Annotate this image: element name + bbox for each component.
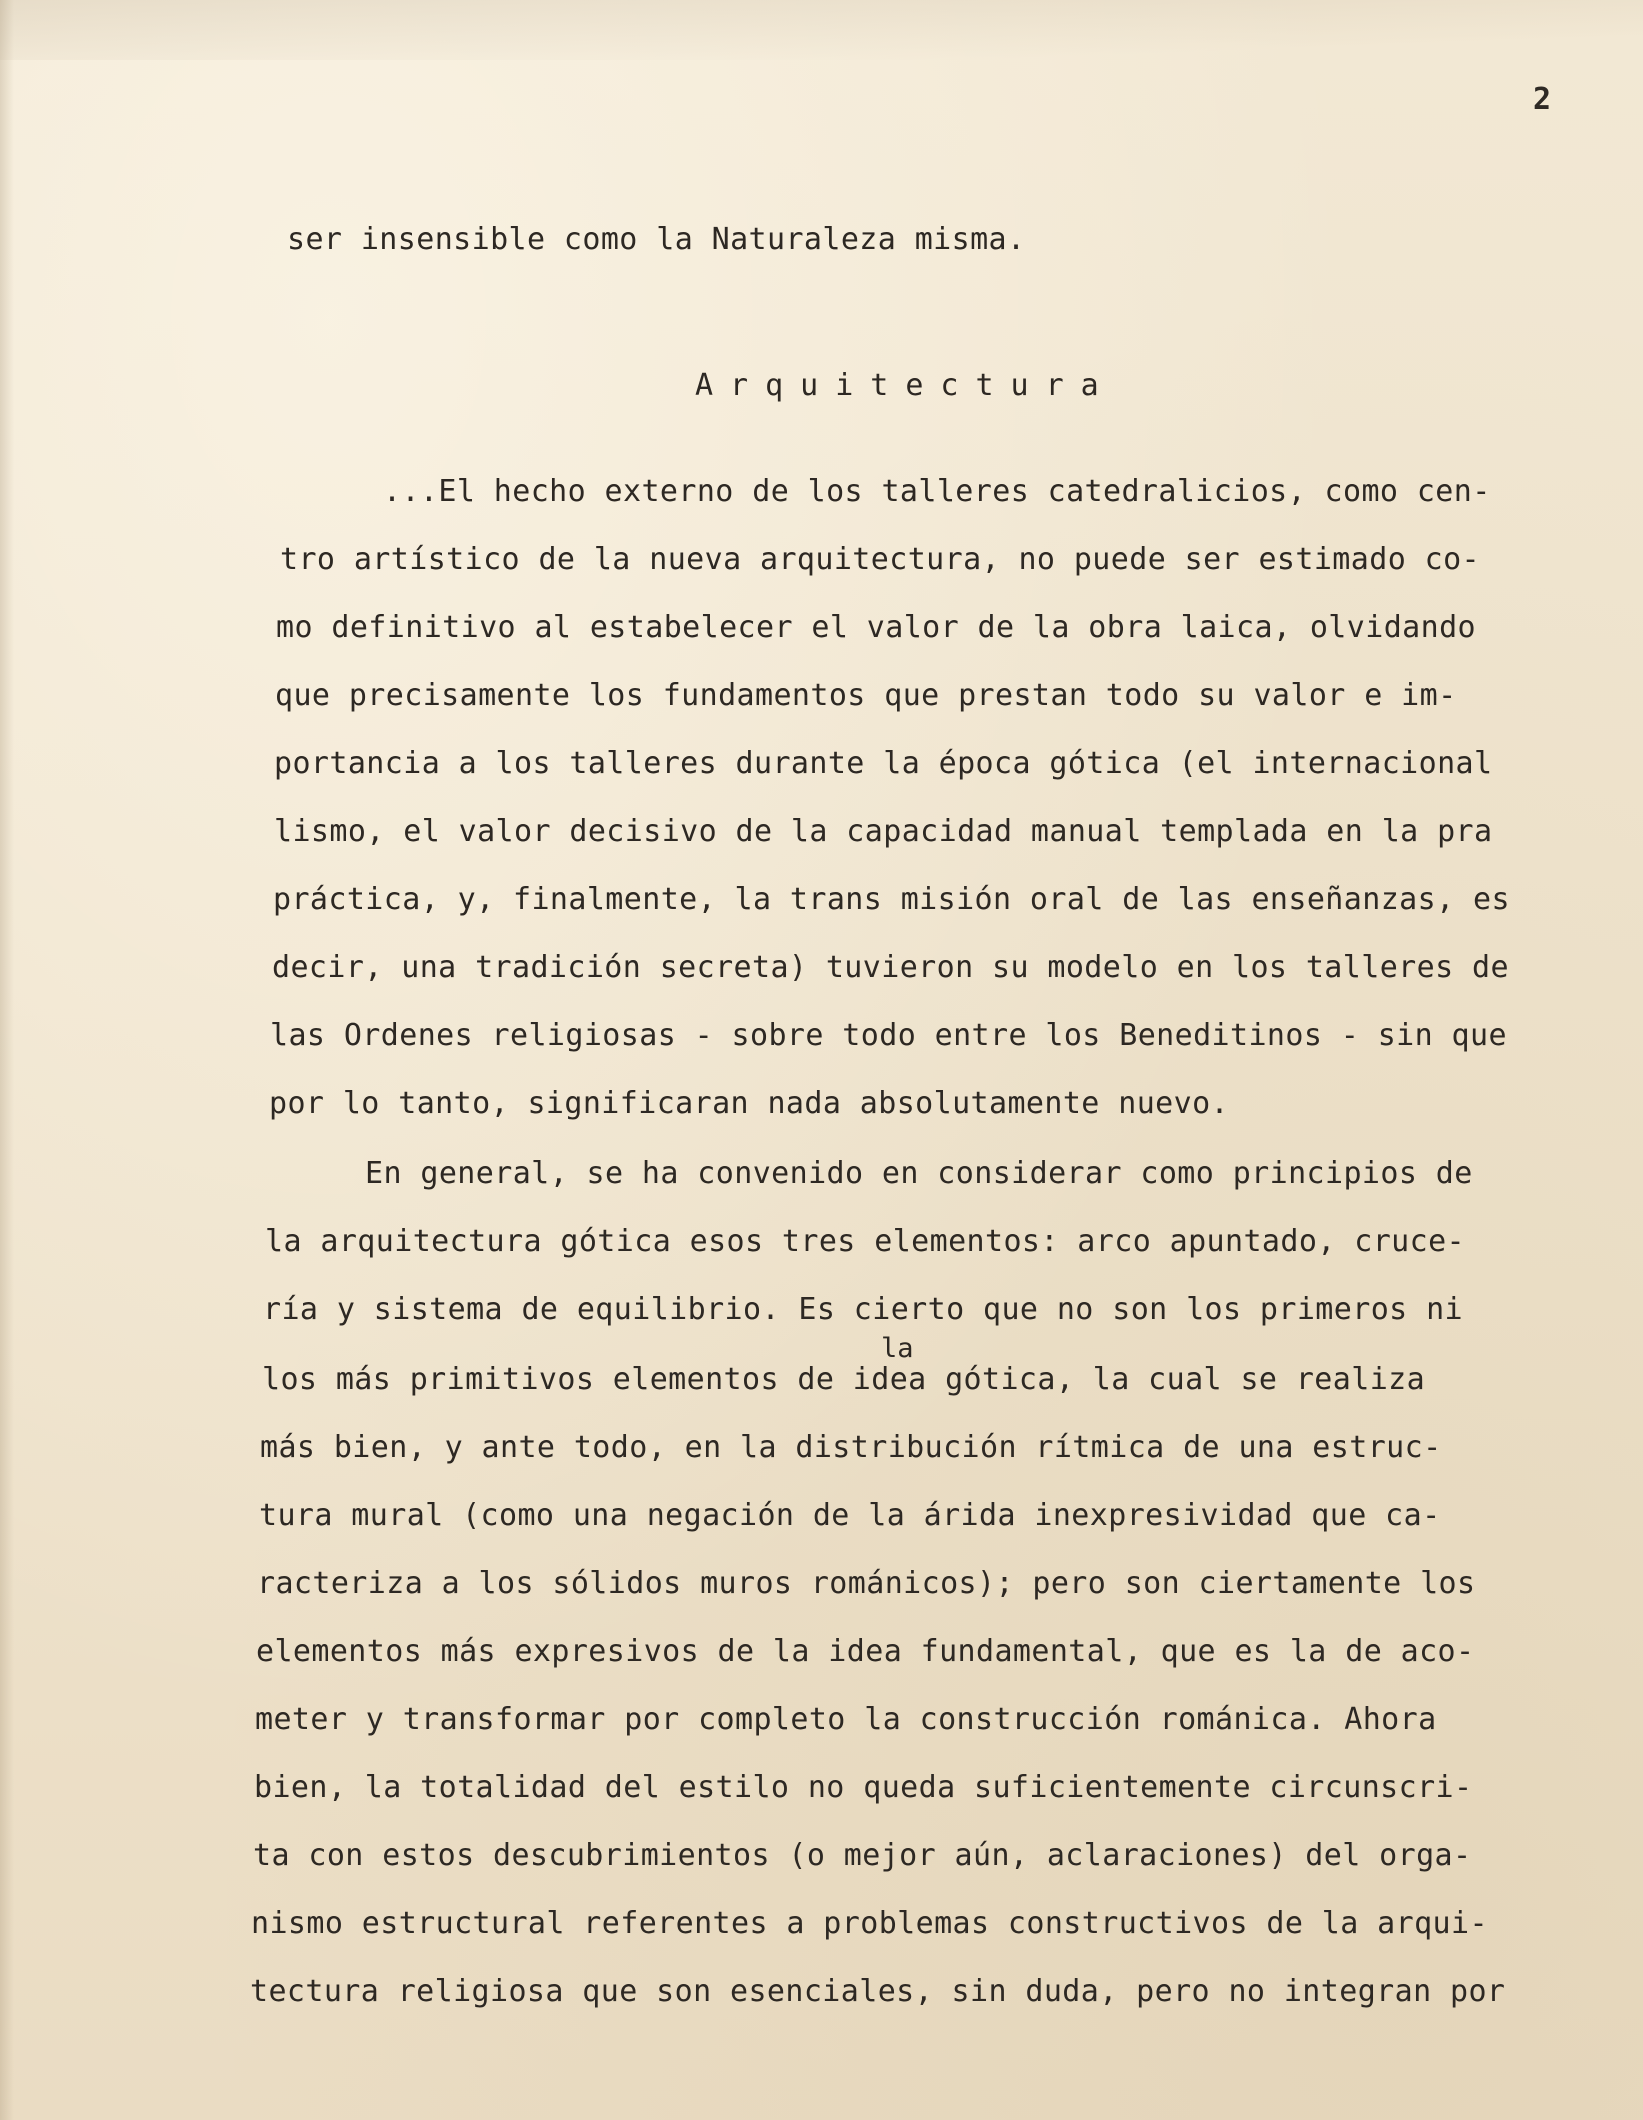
text-line-11: por lo tanto, significaran nada absolutamente nuevo.	[269, 1086, 1229, 1121]
text-line-9: decir, una tradición secreta) tuvieron su modelo en los talleres de	[272, 950, 1509, 985]
text-line-17: tura mural (como una negación de la árida inexpresividad que ca-	[259, 1498, 1441, 1533]
text-line-12: En general, se ha convenido en considerar como principios de	[365, 1156, 1473, 1191]
text-line-10: las Ordenes religiosas - sobre todo entre los Beneditinos - sin que	[270, 1018, 1507, 1053]
handwritten-insertion: la	[881, 1333, 914, 1364]
text-line-8: práctica, y, finalmente, la trans misión oral de las enseñanzas, es	[273, 882, 1510, 917]
text-line-18: racteriza a los sólidos muros románicos); pero son ciertamente los	[257, 1566, 1476, 1601]
text-line-1: ser insensible como la Naturaleza misma.	[287, 222, 1026, 257]
section-heading: Arquitectura	[695, 368, 1116, 403]
text-line-16: más bien, y ante todo, en la distribución rítmica de una estruc-	[260, 1430, 1442, 1465]
text-line-19: elementos más expresivos de la idea fundamental, que es la de aco-	[256, 1634, 1475, 1669]
text-line-3: tro artístico de la nueva arquitectura, no puede ser estimado co-	[280, 542, 1480, 577]
text-line-20: meter y transformar por completo la construcción románica. Ahora	[255, 1702, 1437, 1737]
text-line-21: bien, la totalidad del estilo no queda suficientemente circunscri-	[254, 1770, 1473, 1805]
paper-edge-shadow	[0, 0, 14, 2120]
text-line-23: nismo estructural referentes a problemas constructivos de la arqui-	[251, 1906, 1488, 1941]
page-number: 2	[1532, 82, 1551, 117]
text-line-5: que precisamente los fundamentos que prestan todo su valor e im-	[275, 678, 1457, 713]
text-line-22: ta con estos descubrimientos (o mejor aún, aclaraciones) del orga-	[253, 1838, 1472, 1873]
text-line-24: tectura religiosa que son esenciales, sin duda, pero no integran por	[250, 1974, 1506, 2009]
text-line-4: mo definitivo al estabelecer el valor de la obra laica, olvidando	[276, 610, 1476, 645]
paper-fold-shadow	[0, 0, 1643, 60]
text-line-15: los más primitivos elementos de idea gótica, la cual se realiza	[262, 1362, 1426, 1397]
text-line-2: ...El hecho externo de los talleres catedralicios, como cen-	[383, 474, 1491, 509]
text-line-13: la arquitectura gótica esos tres elementos: arco apuntado, cruce-	[265, 1224, 1465, 1259]
text-line-6: portancia a los talleres durante la época gótica (el internacional	[274, 746, 1493, 781]
text-line-7: lismo, el valor decisivo de la capacidad manual templada en la pra	[274, 814, 1493, 849]
text-line-14: ría y sistema de equilibrio. Es cierto que no son los primeros ni	[263, 1292, 1463, 1327]
